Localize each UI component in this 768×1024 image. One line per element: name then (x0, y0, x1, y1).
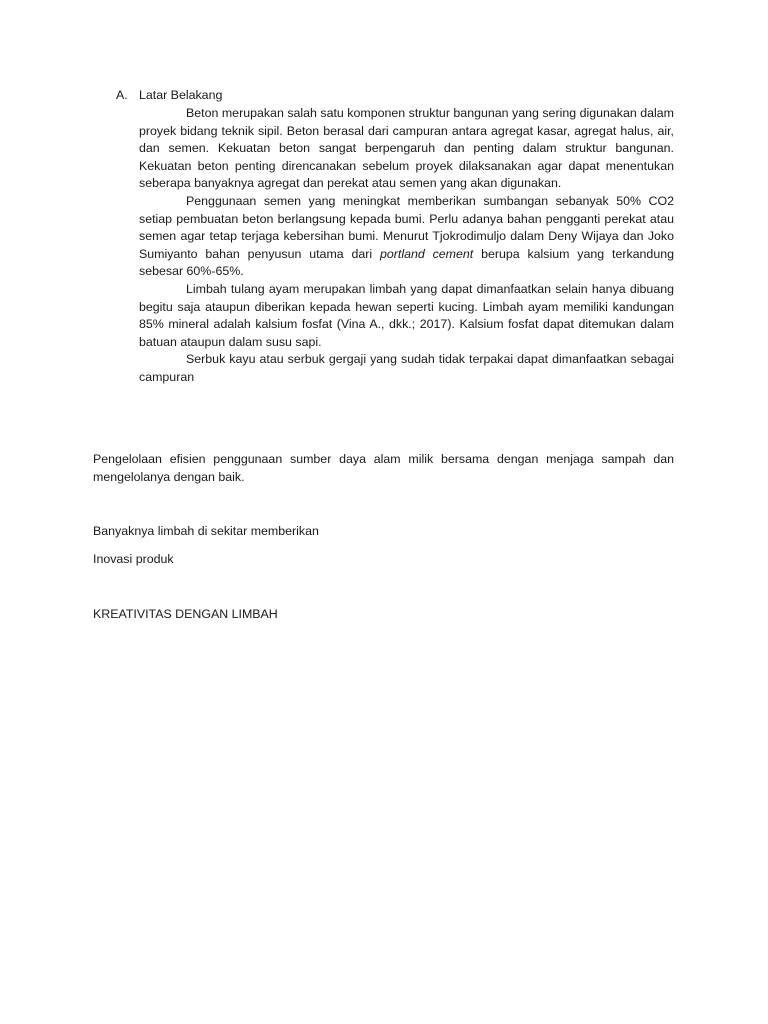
paragraph-cement-text-after: berupa kalsium yang terkandung sebesar 60%-65%. (139, 246, 674, 279)
paragraph-concrete: Beton merupakan salah satu komponen struktur bangunan yang sering digunakan dalam proyek bidang teknik sipil. Beton berasal dari campuran antara agregat kasar, agregat halus, air, dan semen. Kekuatan beton sangat berpengaruh dan penting dalam struktur bangunan. Kekuatan beton penting direncanakan sebelum proyek dilaksanakan agar dapat menentukan seberapa banyaknya agregat dan perekat atau semen yang akan digunakan. (139, 106, 674, 191)
paragraph-chicken-bone: Limbah tulang ayam merupakan limbah yang dapat dimanfaatkan selain hanya dibuang begitu saja ataupun diberikan kepada hewan seperti kucing. Limbah ayam memiliki kandungan 85% mineral adalah kalsium fosfat (Vina A., dkk.; 2017). Kalsium fosfat dapat ditemukan dalam batuan ataupun dalam susu sapi. (139, 281, 674, 349)
paragraph-cement-text-before: Penggunaan semen yang meningkat memberikan sumbangan sebanyak 50% CO2 setiap pembuatan beton berlangsung kepada bumi. Perlu adanya bahan pengganti perekat atau semen agar tetap terjaga kebersihan bumi. Menurut Tjokrodimuljo dalam Deny Wijaya dan Joko Sumiyanto bahan penyusun utama dari (139, 193, 674, 261)
paragraph-sawdust: Serbuk kayu atau serbuk gergaji yang sudah tidak terpakai dapat dimanfaatkan sebagai campuran (139, 352, 674, 384)
note-waste-line: Banyaknya limbah di sekitar memberikan (93, 524, 319, 538)
section-heading (116, 87, 676, 105)
paragraph-cement-emphasis: portland cement (379, 246, 474, 261)
section-marker: A. (116, 88, 128, 102)
closing-paragraph: Pengelolaan efisien penggunaan sumber daya alam milik bersama dengan menjaga sampah dan mengelolanya dengan baik. (93, 452, 674, 484)
note-innovation-line: Inovasi produk (93, 552, 174, 566)
section-body (139, 105, 674, 387)
note-title-line: KREATIVITAS DENGAN LIMBAH (93, 607, 278, 621)
paragraph-cement (139, 193, 674, 281)
section-title: Latar Belakang (139, 88, 223, 102)
